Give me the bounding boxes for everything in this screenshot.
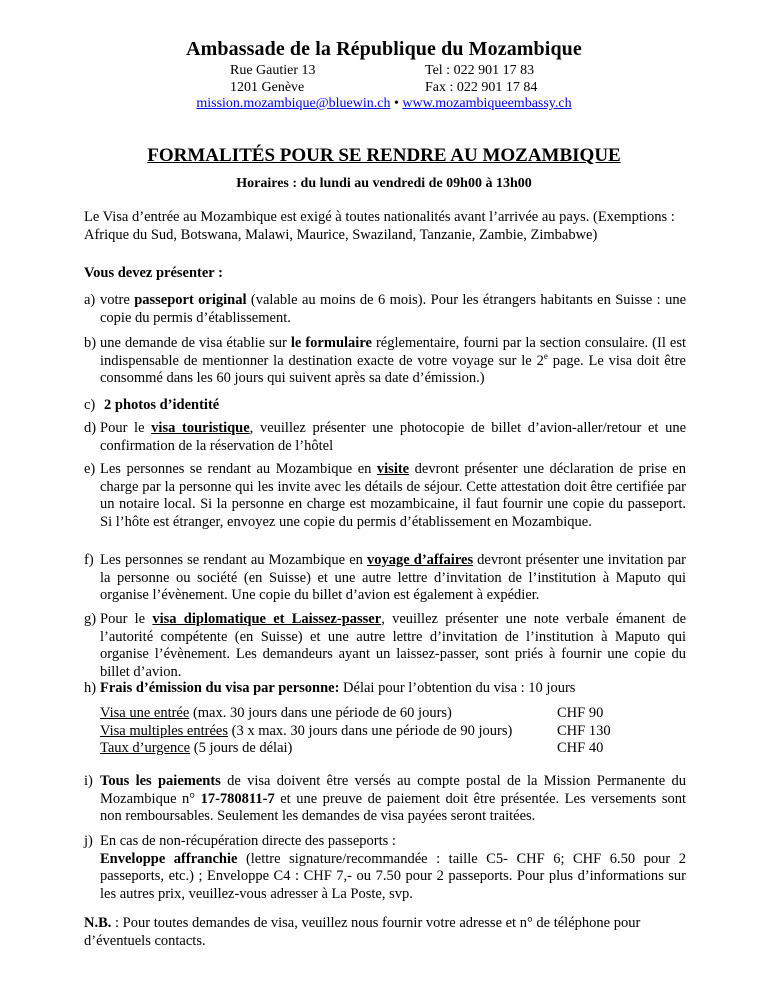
fee-detail: (3 x max. 30 jours dans une période de 90 jours) [228, 722, 513, 739]
item-text: Les personnes se rendant au Mozambique en [100, 461, 377, 477]
fee-detail: (max. 30 jours dans une période de 60 jours) [189, 705, 452, 721]
item-text: devront présenter une invitation par la personne ou société (en Suisse) et une autre lettre d’invitation de l’institution à Maputo qui organise l’évènement. Une copie du billet d’avion est également à expédier. [100, 552, 686, 603]
item-text: Délai pour l’obtention du visa : 10 jours [339, 680, 576, 696]
list-item-b [84, 335, 686, 388]
intro-paragraph: Le Visa d’entrée au Mozambique est exigé à toutes nationalités avant l’arrivée au pays. (Exemptions : Afrique du Sud, Botswana, Malawi, Maurice, Swaziland, Tanzanie, Zambie, Zimbabwe) [84, 209, 675, 243]
contact-separator: • [390, 96, 403, 111]
contact-line [0, 96, 768, 112]
item-bold: visa diplomatique et Laissez-passer [152, 611, 382, 627]
item-text: Pour le [100, 611, 153, 627]
list-item-j [84, 833, 686, 903]
fee-price: CHF 90 [557, 705, 604, 721]
item-text: de visa doivent être versés au compte postal de la Mission Permanente du Mozambique n° [100, 773, 686, 807]
item-text: votre [100, 292, 135, 308]
fees-table [100, 705, 620, 758]
item-text: (lettre signature/recommandée : taille C5- CHF 6; CHF 6.50 pour 2 passeports, etc.) ; Enveloppe C4 : CHF 7,- ou 7.50 pour 2 passeports. Pour plus d’informations sur les autres prix, veuillez-vous adresser à La Poste, svp. [100, 850, 686, 902]
item-label: h) [84, 680, 97, 696]
note-text: : Pour toutes demandes de visa, veuillez nous fournir votre adresse et n° de téléphone pour d’éventuels contacts. [84, 915, 641, 949]
list-item-f [84, 552, 686, 605]
item-text: En cas de non-récupération directe des passeports : [100, 833, 396, 849]
item-label: f) [84, 552, 94, 568]
item-text: et une preuve de paiement doit être présentée. Les versements sont non remboursables. Seulement les demandes de visa payées seront traitées. [100, 790, 687, 824]
fee-row [100, 723, 620, 741]
item-bold: Tous les paiements [100, 773, 221, 789]
superscript: e [543, 350, 548, 361]
item-text: devront présenter une déclaration de prise en charge par la personne qui les invite avec les détails de séjour. Cette attestation doit être certifiée par un notaire local. Si la personne en charge est mozambicaine, il faut fournir une copie du passeport. Si l’hôte est étranger, envoyez une copie du permis d’établissement en Mozambique. [100, 461, 686, 530]
item-label: a) [84, 292, 96, 308]
phone-block [425, 62, 537, 96]
item-bold: passeport original [134, 292, 247, 308]
item-text: , veuillez présenter une note verbale émanent de l’autorité compétente (en Suisse) et une autre lettre d’invitation de l’institution à Maputo qui organise l’évènement. Les demandeurs ayant un laissez-passer, sont priés à fournir une copie du billet d’avion. [100, 611, 687, 680]
fee-price: CHF 40 [557, 740, 604, 756]
phone-number: Tel : 022 901 17 83 [425, 63, 535, 78]
embassy-title: Ambassade de la République du Mozambique [186, 38, 582, 60]
item-label: j) [84, 833, 93, 849]
fee-detail: (5 jours de délai) [190, 740, 293, 756]
note-label: N.B. [84, 915, 112, 931]
account-number: 17-780811-7 [200, 790, 275, 807]
address-block [230, 62, 316, 96]
fee-row [100, 705, 620, 723]
item-bold: Enveloppe affranchie [100, 850, 238, 867]
list-item-c [84, 397, 686, 415]
fee-name: Taux d’urgence [100, 740, 191, 756]
item-bold: 2 photos d’identité [104, 397, 220, 413]
opening-hours: Horaires : du lundi au vendredi de 09h00 à 13h00 [236, 176, 532, 191]
list-item-g [84, 611, 686, 681]
item-label: i) [84, 773, 93, 789]
fee-price: CHF 130 [557, 722, 611, 739]
list-item-h [84, 680, 686, 698]
list-item-a [84, 292, 686, 327]
item-text: , veuillez présenter une photocopie de billet d’avion-aller/retour et une confirmation de la réservation de l’hôtel [100, 420, 687, 454]
fee-name: Visa multiples entrées [100, 722, 228, 739]
item-label: e) [84, 461, 96, 477]
fee-row [100, 740, 620, 758]
item-text: Les personnes se rendant au Mozambique en [100, 552, 367, 568]
address-city: 1201 Genève [230, 80, 305, 95]
item-text: Pour le [100, 420, 152, 436]
item-text: une demande de visa établie sur [100, 335, 291, 351]
note-paragraph [84, 915, 686, 950]
item-bold: visa touristique [151, 420, 250, 436]
item-text: (valable au moins de 6 mois). Pour les étrangers habitants en Suisse : une copie du permis d’établissement. [100, 292, 687, 326]
list-item-e [84, 461, 686, 531]
list-item-i [84, 773, 686, 826]
item-bold: le formulaire [290, 335, 372, 351]
item-text: page. Le visa doit être consommé dans les 60 jours qui suivent après sa date d’émission.) [100, 352, 686, 386]
requirements-heading: Vous devez présenter : [84, 265, 223, 281]
item-label: d) [84, 420, 97, 436]
item-bold: voyage d’affaires [366, 552, 474, 568]
fax-number: Fax : 022 901 17 84 [425, 80, 538, 95]
item-bold: visite [376, 461, 410, 477]
website-link[interactable]: www.mozambiqueembassy.ch [402, 96, 572, 111]
address-street: Rue Gautier 13 [230, 63, 316, 78]
item-label: g) [84, 611, 97, 627]
list-item-d [84, 420, 686, 455]
email-link[interactable]: mission.mozambique@bluewin.ch [196, 96, 391, 111]
main-title: FORMALITÉS POUR SE RENDRE AU MOZAMBIQUE [147, 145, 621, 166]
fee-name: Visa une entrée [100, 705, 190, 721]
item-label: c) [84, 397, 96, 413]
item-bold: Frais d’émission du visa par personne: [100, 680, 340, 696]
item-text: réglementaire, fourni par la section consulaire. (Il est indispensable de mentionner la destination exacte de votre voyage sur le 2 [100, 335, 686, 369]
item-label: b) [84, 335, 97, 351]
